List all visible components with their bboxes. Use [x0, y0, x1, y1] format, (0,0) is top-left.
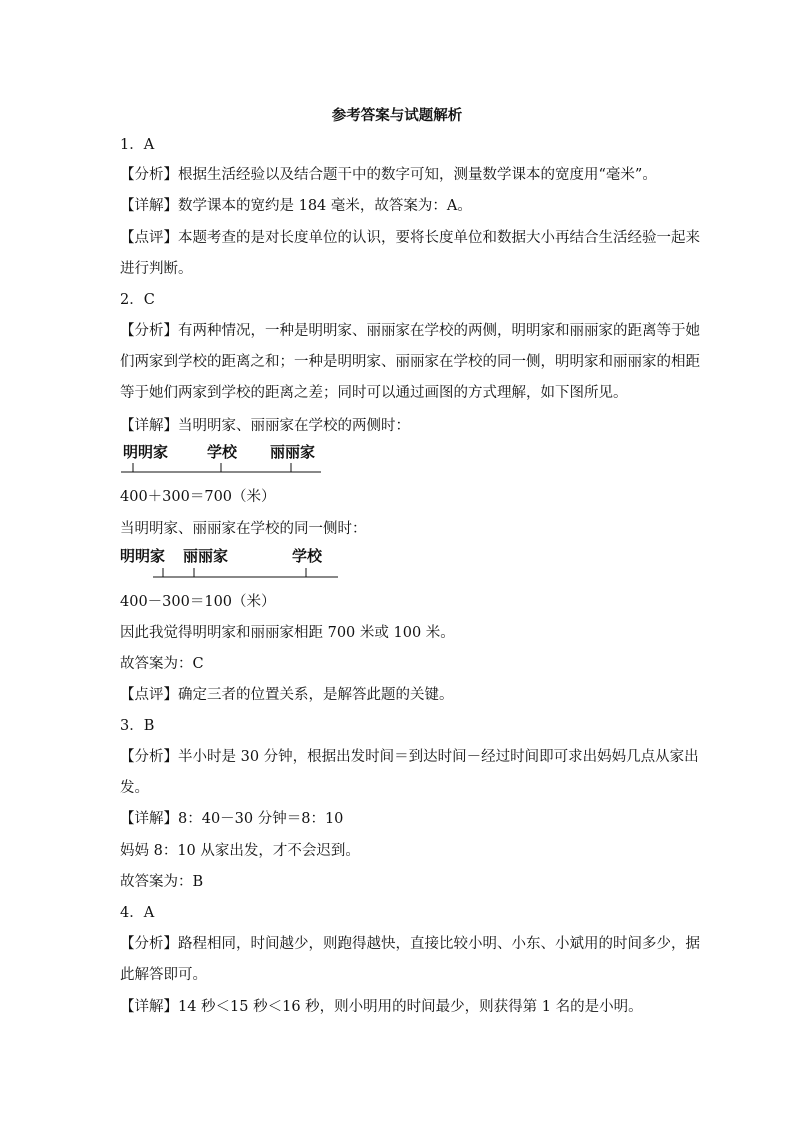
q2-conclusion: 因此我觉得明明家和丽丽家相距 700 米或 100 米。	[120, 625, 455, 641]
diagram-same-side	[115, 543, 355, 583]
q2-equation2: 400－300＝100（米）	[120, 594, 276, 610]
q3-detail-line2: 妈妈 8：10 从家出发，才不会迟到。	[120, 843, 360, 859]
q3-detail-line1: 【详解】8：40－30 分钟＝8：10	[120, 811, 344, 827]
q4-number: 4．A	[120, 905, 155, 921]
q2-number: 2．C	[120, 292, 155, 308]
q4-analysis-line1: 【分析】路程相同，时间越少，则跑得越快，直接比较小明、小东、小斌用的时间多少，据	[120, 936, 700, 952]
q2-answer: 故答案为：C	[120, 656, 204, 672]
diagram1-label-mingming: 明明家	[123, 443, 169, 461]
q2-analysis-line1: 【分析】有两种情况，一种是明明家、丽丽家在学校的两侧，明明家和丽丽家的距离等于她	[120, 323, 700, 339]
q3-number: 3．B	[120, 718, 155, 734]
q2-comment: 【点评】确定三者的位置关系，是解答此题的关键。	[120, 687, 454, 703]
diagram2-label-lili: 丽丽家	[183, 547, 229, 565]
page-title: 参考答案与试题解析	[331, 107, 463, 124]
diagram-opposite-sides	[115, 438, 335, 478]
q3-answer: 故答案为：B	[120, 874, 204, 890]
diagram1-label-lili: 丽丽家	[270, 443, 316, 461]
q2-detail-line2: 当明明家、丽丽家在学校的同一侧时：	[120, 521, 367, 537]
diagram2-label-mingming: 明明家	[120, 547, 166, 565]
q4-detail: 【详解】14 秒＜15 秒＜16 秒，则小明用的时间最少，则获得第 1 名的是小明。	[120, 999, 643, 1015]
q1-comment-line1: 【点评】本题考查的是对长度单位的认识，要将长度单位和数据大小再结合生活经验一起来	[120, 230, 700, 246]
q3-analysis-line1: 【分析】半小时是 30 分钟，根据出发时间＝到达时间－经过时间即可求出妈妈几点从家出	[120, 749, 699, 765]
q3-analysis-line2: 发。	[120, 780, 149, 796]
q1-number: 1．A	[120, 137, 155, 153]
q2-analysis-line2: 们两家到学校的距离之和；一种是明明家、丽丽家在学校的同一侧，明明家和丽丽家的相距	[120, 354, 700, 370]
q2-detail-line1: 【详解】当明明家、丽丽家在学校的两侧时：	[120, 418, 410, 434]
q2-equation1: 400＋300＝700（米）	[120, 489, 276, 505]
q1-comment-line2: 进行判断。	[120, 261, 193, 277]
diagram1-label-school: 学校	[207, 443, 238, 461]
q1-analysis: 【分析】根据生活经验以及结合题干中的数字可知，测量数学课本的宽度用“毫米”。	[120, 167, 657, 183]
diagram2-label-school: 学校	[292, 547, 323, 565]
q1-detail: 【详解】数学课本的宽约是 184 毫米，故答案为：A。	[120, 198, 472, 214]
q2-analysis-line3: 等于她们两家到学校的距离之差；同时可以通过画图的方式理解，如下图所见。	[120, 385, 628, 401]
q4-analysis-line2: 此解答即可。	[120, 967, 207, 983]
